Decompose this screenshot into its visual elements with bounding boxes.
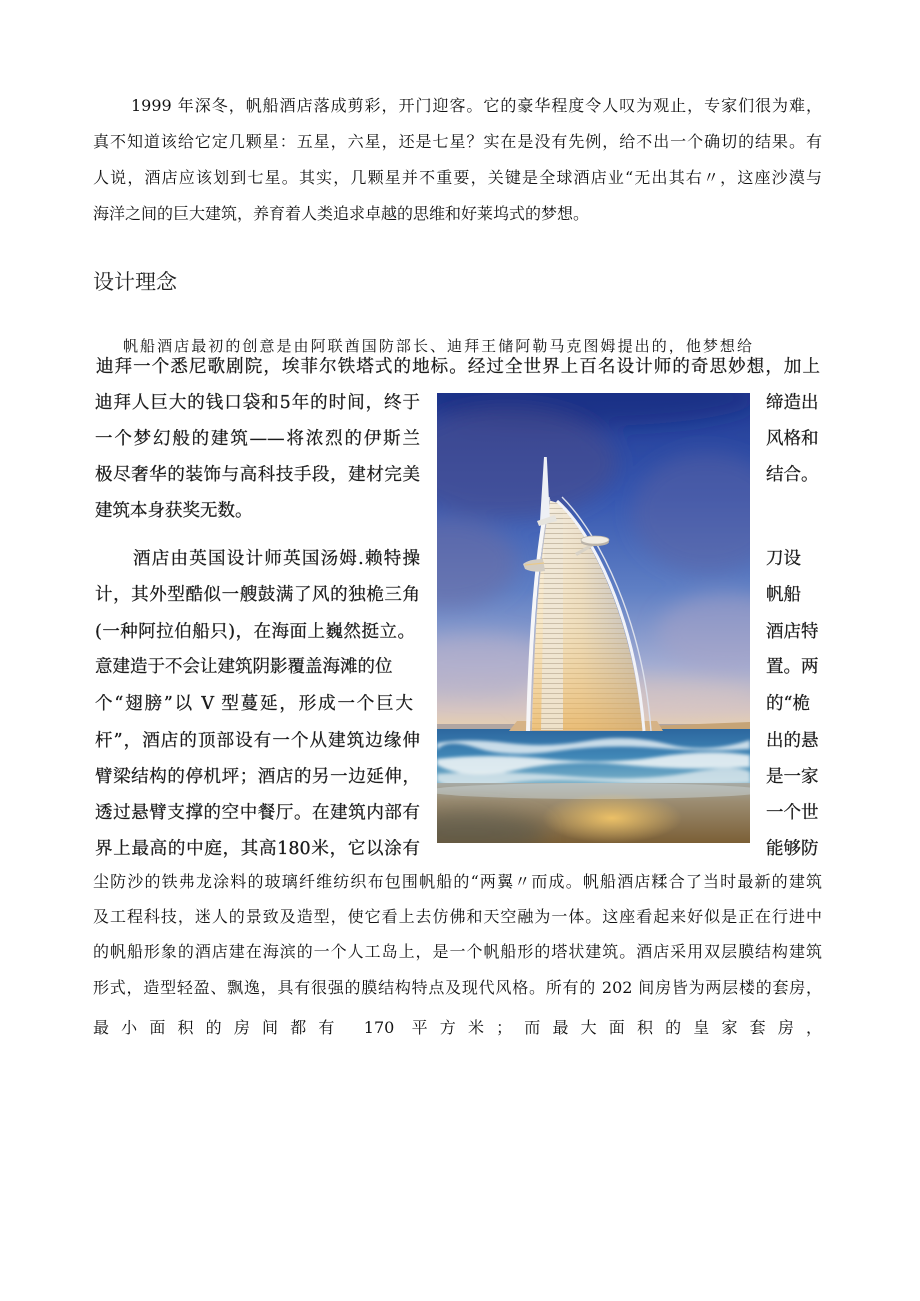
wrapped-line-right: 能够防 <box>766 839 819 859</box>
section-heading: 设计理念 <box>93 270 177 294</box>
wrapped-line-right: 缔造出 <box>766 393 819 413</box>
wrapped-line-left: 计，其外型酷似一艘鼓满了风的独桅三角 <box>95 585 420 605</box>
wrapped-line-right: 置。两 <box>766 657 819 677</box>
tail-line: 及工程科技，迷人的景致及造型，使它看上去仿佛和天空融为一体。这座看起来好似是正在行进中 <box>93 907 822 926</box>
tail-line: 最小面积的房间都有 170 平方米；而最大面积的皇家套房， <box>93 1018 822 1037</box>
wrapped-line-left: 酒店由英国设计师英国汤姆.赖特操 <box>133 549 420 569</box>
wrapped-line-right: 一个世 <box>766 803 819 823</box>
wrapped-line-left: 意建造于不会让建筑阴影覆盖海滩的位 <box>95 657 393 677</box>
wrapped-line-left: 杆”，酒店的顶部设有一个从建筑边缘伸 <box>95 731 420 751</box>
tail-line: 的帆船形象的酒店建在海滨的一个人工岛上，是一个帆船形的塔状建筑。酒店采用双层膜结构建筑 <box>93 942 822 961</box>
wrapped-line-left: 极尽奢华的装饰与高科技手段，建材完美 <box>95 465 420 485</box>
tail-line: 尘防沙的铁弗龙涂料的玻璃纤维纺织布包围帆船的“两翼〃而成。帆船酒店糅合了当时最新的建筑 <box>93 872 822 891</box>
design-full-line: 迪拜一个悉尼歌剧院，埃菲尔铁塔式的地标。经过全世界上百名设计师的奇思妙想，加上 <box>96 357 820 377</box>
wrapped-line-right: 出的悬 <box>766 731 819 751</box>
wrapped-line-left: 个“翅膀”以 V 型蔓延，形成一个巨大 <box>95 694 413 714</box>
wrapped-line-right: 结合。 <box>766 465 819 485</box>
beach <box>437 783 750 843</box>
intro-line: 1999 年深冬，帆船酒店落成剪彩，开门迎客。它的豪华程度令人叹为观止，专家们很为难， <box>131 96 822 115</box>
wrapped-line-left: 建筑本身获奖无数。 <box>95 501 253 521</box>
wrapped-line-left: 臂梁结构的停机坪；酒店的另一边延伸， <box>95 767 420 787</box>
wrapped-line-left: 一个梦幻般的建筑——将浓烈的伊斯兰 <box>95 429 420 449</box>
intro-line: 海洋之间的巨大建筑，养育着人类追求卓越的思维和好莱坞式的梦想。 <box>93 204 590 223</box>
intro-line: 人说，酒店应该划到七星。其实，几颗星并不重要，关键是全球酒店业“无出其右〃，这座沙漠与 <box>93 168 822 187</box>
wrapped-line-right: 帆船 <box>766 585 801 605</box>
wrapped-line-right: 是一家 <box>766 767 819 787</box>
hotel-photo <box>437 393 750 843</box>
design-lead-line: 帆船酒店最初的创意是由阿联酋国防部长、迪拜王储阿勒马克图姆提出的，他梦想给 <box>123 337 752 355</box>
tail-line: 形式，造型轻盈、飘逸，具有很强的膜结构特点及现代风格。所有的 202 间房皆为两层楼的套房， <box>93 978 822 997</box>
wrapped-line-left: 透过悬臂支撑的空中餐厅。在建筑内部有 <box>95 803 420 823</box>
wrapped-line-right: 的“桅 <box>766 694 810 714</box>
intro-line: 真不知道该给它定几颗星：五星，六星，还是七星？实在是没有先例，给不出一个确切的结果。有 <box>93 132 822 151</box>
wrapped-line-right: 酒店特 <box>766 622 819 642</box>
wrapped-line-right: 刀设 <box>766 549 801 569</box>
wrapped-line-right: 风格和 <box>766 429 819 449</box>
wrapped-line-left: (一种阿拉伯船只)，在海面上巍然挺立。 <box>95 622 415 642</box>
wrapped-line-left: 迪拜人巨大的钱口袋和5年的时间，终于 <box>95 393 420 413</box>
wrapped-line-left: 界上最高的中庭，其高180米，它以涂有 <box>95 839 420 859</box>
